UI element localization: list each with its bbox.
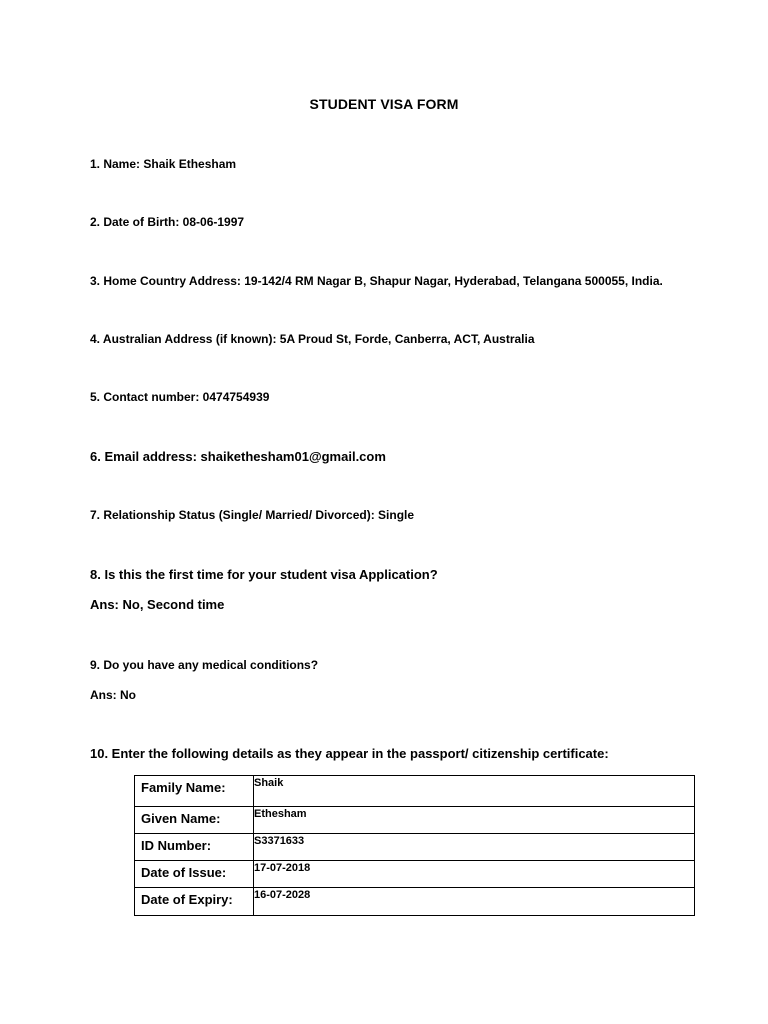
form-title: STUDENT VISA FORM	[309, 96, 459, 112]
given-name-label: Given Name:	[135, 807, 254, 834]
family-name-value: Shaik	[254, 776, 695, 807]
answer-first-application: Ans: No, Second time	[90, 597, 225, 612]
id-number-label: ID Number:	[135, 834, 254, 861]
question-home-address: 3. Home Country Address: 19-142/4 RM Nagar B, Shapur Nagar, Hyderabad, Telangana 500055, India.	[90, 274, 663, 288]
date-of-expiry-label: Date of Expiry:	[135, 888, 254, 916]
question-date-of-birth: 2. Date of Birth: 08-06-1997	[90, 215, 245, 229]
id-number-value: S3371633	[254, 834, 695, 861]
question-medical-conditions: 9. Do you have any medical conditions?	[90, 658, 319, 672]
table-row	[135, 807, 695, 834]
date-of-expiry-value: 16-07-2028	[254, 888, 695, 916]
question-australian-address: 4. Australian Address (if known): 5A Proud St, Forde, Canberra, ACT, Australia	[90, 332, 535, 346]
passport-details-table	[134, 775, 695, 916]
question-relationship-status: 7. Relationship Status (Single/ Married/ Divorced): Single	[90, 508, 415, 522]
question-first-application: 8. Is this the first time for your student visa Application?	[90, 567, 438, 582]
family-name-label: Family Name:	[135, 776, 254, 807]
table-row	[135, 776, 695, 807]
answer-medical-conditions: Ans: No	[90, 688, 136, 702]
question-passport-details: 10. Enter the following details as they appear in the passport/ citizenship certificate:	[90, 746, 609, 761]
date-of-issue-label: Date of Issue:	[135, 861, 254, 888]
question-name: 1. Name: Shaik Ethesham	[90, 157, 237, 171]
question-email: 6. Email address: shaikethesham01@gmail.com	[90, 449, 386, 464]
table-row	[135, 834, 695, 861]
table-row	[135, 888, 695, 916]
table-row	[135, 861, 695, 888]
question-contact-number: 5. Contact number: 0474754939	[90, 390, 270, 404]
given-name-value: Ethesham	[254, 807, 695, 834]
date-of-issue-value: 17-07-2018	[254, 861, 695, 888]
